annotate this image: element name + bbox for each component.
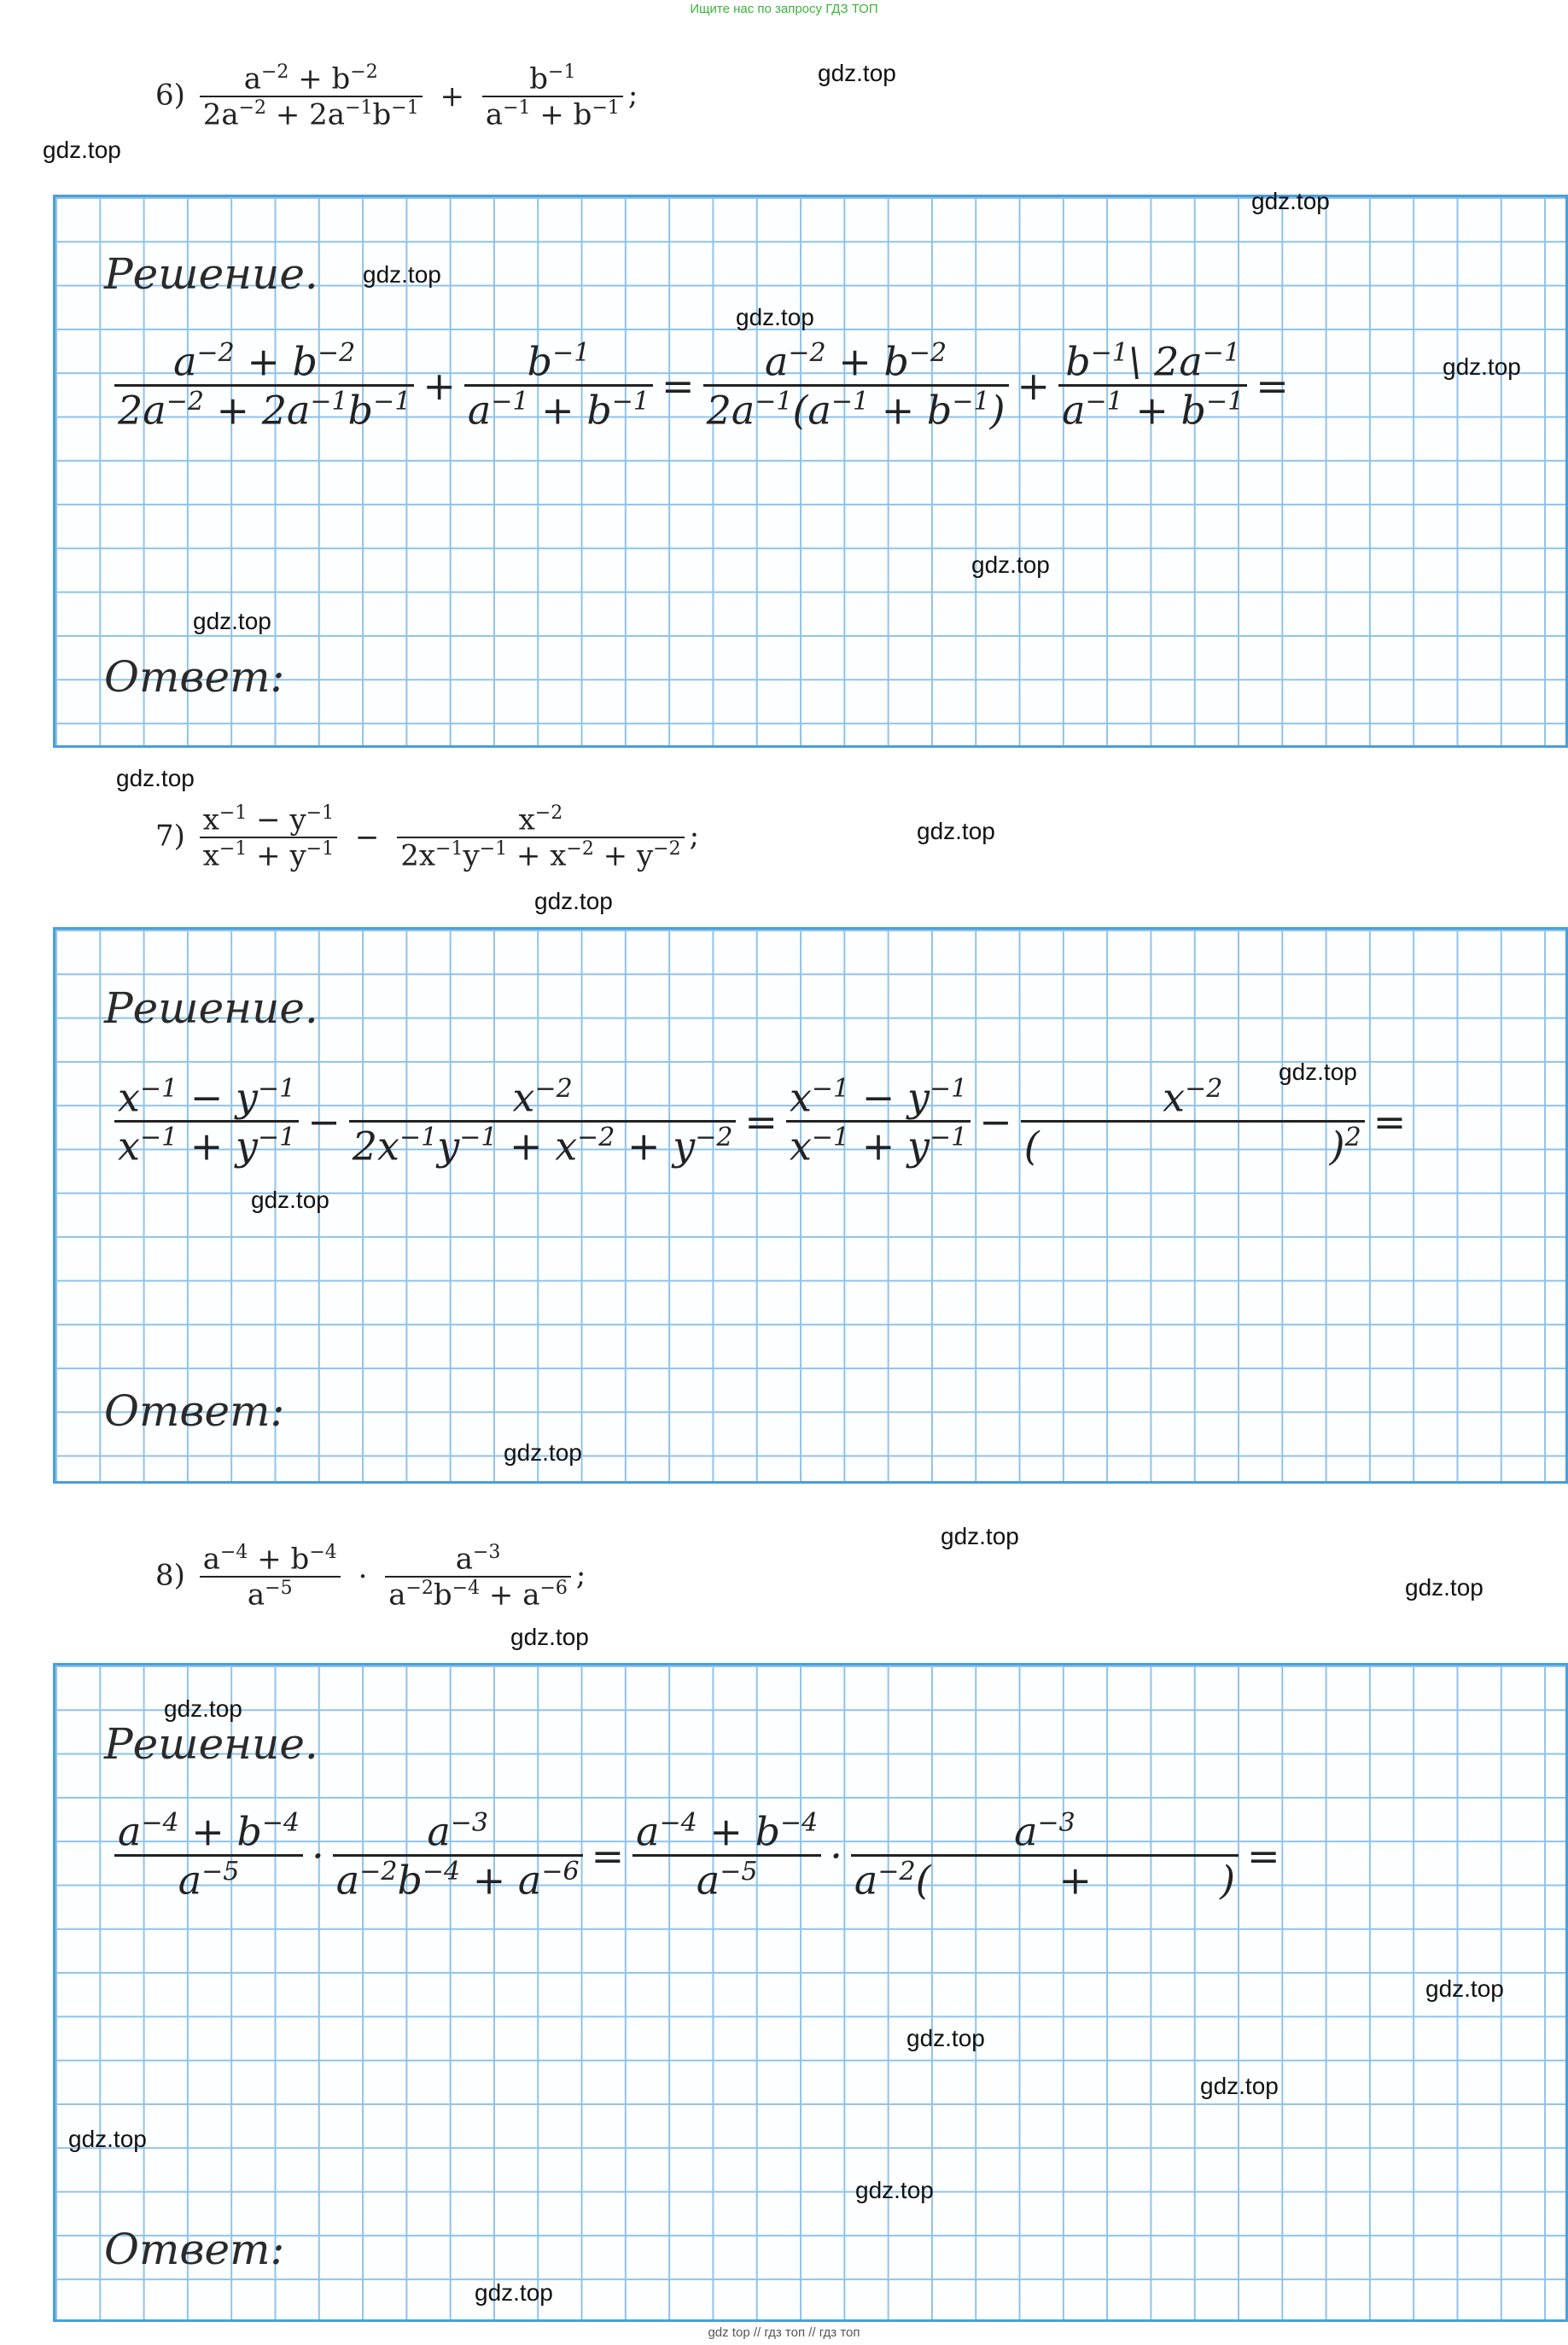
watermark: gdz.top bbox=[193, 608, 271, 634]
watermark: gdz.top bbox=[917, 818, 995, 844]
bottom-banner: gdz top // гдз топ // гдз топ bbox=[708, 2325, 860, 2340]
watermark: gdz.top bbox=[510, 1624, 589, 1650]
solution-heading: Решение. bbox=[104, 249, 318, 299]
answer-heading: Ответ: bbox=[104, 652, 285, 702]
watermark: gdz.top bbox=[941, 1523, 1019, 1549]
fraction: $\frac{a^{-2} + b^{-2}}{2a^{-2} + 2a^{-1}b^{-1}}$ bbox=[200, 61, 423, 132]
answer-heading: Ответ: bbox=[104, 1386, 285, 1436]
problem-8-solution: $\frac{a^{-4} + b^{-4}}{a^{-5}}$ · $\frac{a^{-3}}{a^{-2}b^{-4} + a^{-6}}$ = $\frac{a^{-4} + b^{-4}}{a^{-5}}$ · $\frac{a^{-3}}{a^{-2}( + )}$ = bbox=[109, 1808, 1284, 1904]
problem-6-statement: 6) $\frac{a^{-2} + b^{-2}}{2a^{-2} + 2a^{-1}b^{-1}}$ + $\frac{b^{-1}}{a^{-1} + b^{-1}}$ ; bbox=[155, 61, 638, 132]
answer-heading: Ответ: bbox=[104, 2225, 285, 2274]
watermark: gdz.top bbox=[68, 2126, 147, 2152]
watermark: gdz.top bbox=[363, 261, 441, 288]
watermark: gdz.top bbox=[906, 2025, 985, 2051]
watermark: gdz.top bbox=[1425, 1975, 1504, 2002]
watermark: gdz.top bbox=[1251, 188, 1330, 214]
watermark: gdz.top bbox=[736, 304, 814, 330]
problem-7-statement: 7) $\frac{x^{-1} - y^{-1}}{x^{-1} + y^{-1}}$ − $\frac{x^{-2}}{2x^{-1}y^{-1} + x^{-2} + y^{-2}}$ ; bbox=[155, 802, 700, 873]
problem-7-solution: $\frac{x^{-1} - y^{-1}}{x^{-1} + y^{-1}}$ − $\frac{x^{-2}}{2x^{-1}y^{-1} + x^{-2} + y^{-2}}$ = $\frac{x^{-1} - y^{-1}}{x^{-1} + y^{-1}}$ − $\frac{x^{-2}}{( )^2}$ = bbox=[109, 1074, 1409, 1170]
solution-heading: Решение. bbox=[104, 983, 318, 1033]
top-banner: Ищите нас по запросу ГДЗ ТОП bbox=[690, 2, 878, 16]
watermark: gdz.top bbox=[1200, 2073, 1279, 2099]
watermark: gdz.top bbox=[534, 888, 613, 914]
watermark: gdz.top bbox=[971, 551, 1050, 578]
watermark: gdz.top bbox=[43, 137, 121, 163]
problem-number: 7) bbox=[155, 819, 185, 854]
watermark: gdz.top bbox=[1279, 1059, 1357, 1085]
watermark: gdz.top bbox=[504, 1439, 582, 1466]
watermark: gdz.top bbox=[164, 1695, 242, 1722]
watermark: gdz.top bbox=[818, 60, 896, 86]
problem-number: 6) bbox=[155, 78, 185, 113]
fraction: $\frac{b^{-1}}{a^{-1} + b^{-1}}$ bbox=[482, 61, 623, 132]
problem-6-solution: $\frac{a^{-2} + b^{-2}}{2a^{-2} + 2a^{-1}b^{-1}}$ + $\frac{b^{-1}}{a^{-1} + b^{-1}}$ = $\frac{a^{-2} + b^{-2}}{2a^{-1}(a^{-1} + b^{-1})}$ + $\frac{b^{-1}\backslash 2a^{-1}}{a^{-1} + b^{-1}}$ = bbox=[109, 338, 1292, 434]
problem-number: 8) bbox=[155, 1558, 185, 1593]
watermark: gdz.top bbox=[251, 1187, 329, 1213]
watermark: gdz.top bbox=[1405, 1574, 1483, 1601]
solution-heading: Решение. bbox=[104, 1719, 318, 1769]
watermark: gdz.top bbox=[855, 2177, 934, 2203]
watermark: gdz.top bbox=[475, 2279, 553, 2306]
problem-8-statement: 8) $\frac{a^{-4} + b^{-4}}{a^{-5}}$ · $\frac{a^{-3}}{a^{-2}b^{-4} + a^{-6}}$ ; bbox=[155, 1542, 586, 1613]
watermark: gdz.top bbox=[1443, 353, 1521, 380]
watermark: gdz.top bbox=[116, 765, 195, 791]
